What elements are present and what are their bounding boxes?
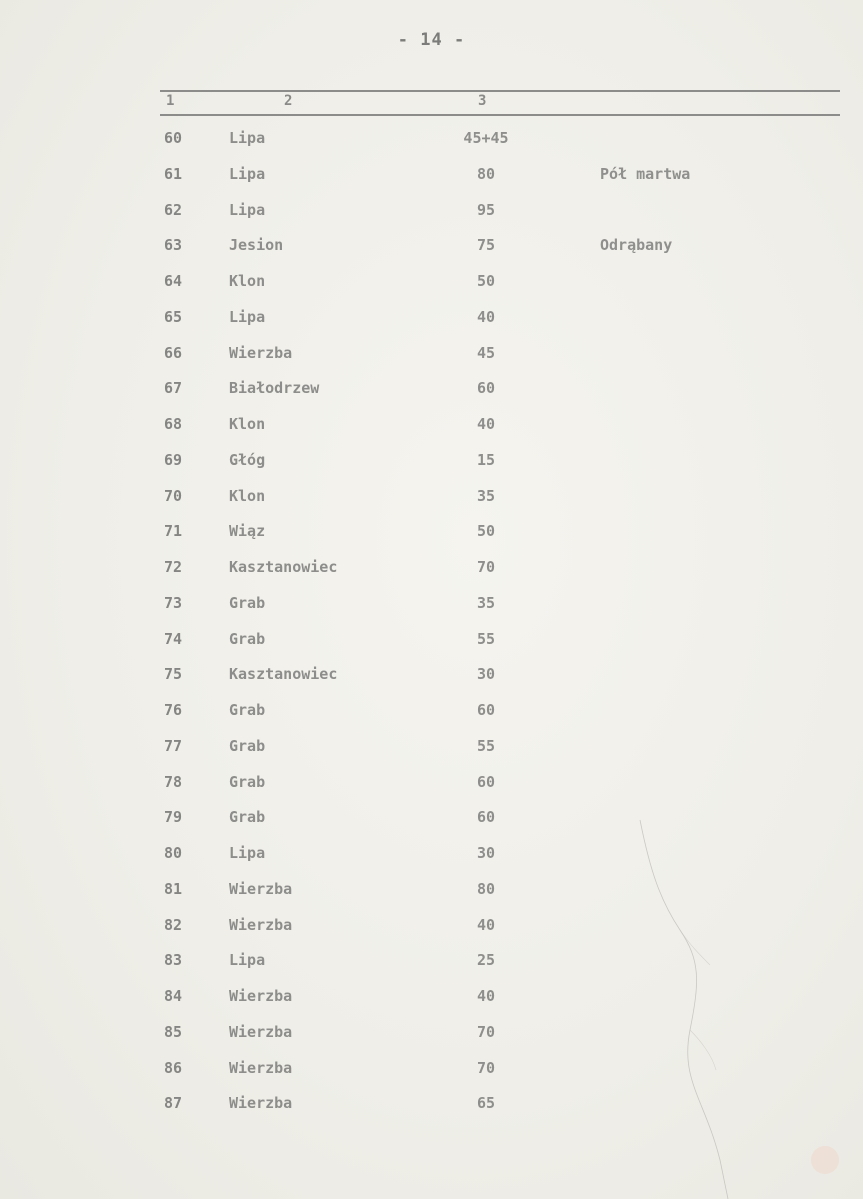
row-number: 71 <box>164 522 183 541</box>
row-number: 66 <box>164 343 183 362</box>
row-diameter: 30 <box>476 665 496 684</box>
table-row <box>0 375 863 411</box>
row-diameter: 40 <box>476 987 496 1005</box>
row-diameter: 15 <box>476 450 496 469</box>
row-species: Wierzba <box>229 1022 293 1041</box>
row-number: 70 <box>164 486 183 505</box>
table-row <box>0 840 863 876</box>
row-number: 87 <box>164 1094 183 1113</box>
row-number: 81 <box>164 879 183 898</box>
row-diameter: 80 <box>476 879 496 898</box>
row-species: Grab <box>229 808 266 827</box>
row-number: 67 <box>164 379 183 398</box>
row-diameter: 50 <box>476 522 496 541</box>
table-row <box>0 1055 863 1091</box>
row-number: 73 <box>164 593 183 612</box>
row-diameter: 80 <box>476 164 496 183</box>
page-number: - 14 - <box>397 30 466 50</box>
row-number: 75 <box>164 665 183 684</box>
table-row <box>0 876 863 912</box>
table-row <box>0 125 863 161</box>
row-diameter: 95 <box>476 200 496 219</box>
row-number: 80 <box>164 844 183 862</box>
row-number: 63 <box>164 236 183 255</box>
row-diameter: 30 <box>476 844 496 862</box>
row-number: 85 <box>164 1022 183 1041</box>
table-row <box>0 661 863 697</box>
table-row <box>0 912 863 948</box>
row-species: Grab <box>229 772 266 791</box>
row-number: 72 <box>164 558 183 576</box>
row-diameter: 50 <box>476 272 496 290</box>
row-number: 68 <box>164 415 183 433</box>
row-number: 69 <box>164 450 183 469</box>
table-row <box>0 411 863 447</box>
row-number: 64 <box>164 272 183 290</box>
row-diameter: 60 <box>476 772 496 791</box>
row-species: Wiąz <box>229 522 266 541</box>
table-row <box>0 1090 863 1126</box>
row-number: 74 <box>164 629 183 648</box>
row-number: 65 <box>164 307 183 326</box>
table-row <box>0 697 863 733</box>
row-diameter: 25 <box>476 951 496 970</box>
table-header <box>160 90 840 116</box>
row-species: Grab <box>229 701 266 719</box>
table-row <box>0 340 863 376</box>
row-species: Grab <box>229 736 266 755</box>
table-row <box>0 447 863 483</box>
row-species: Grab <box>229 629 266 648</box>
row-number: 84 <box>164 987 183 1005</box>
row-diameter: 35 <box>476 486 496 505</box>
row-species: Wierzba <box>229 1094 293 1113</box>
row-diameter: 70 <box>476 1058 496 1077</box>
row-species: Wierzba <box>229 915 293 934</box>
row-species: Białodrzew <box>229 379 320 398</box>
row-species: Klon <box>229 272 266 290</box>
row-number: 82 <box>164 915 183 934</box>
row-species: Lipa <box>229 129 266 147</box>
header-col-3: 3 <box>478 93 487 109</box>
row-number: 62 <box>164 200 183 219</box>
row-species: Lipa <box>229 844 266 862</box>
row-species: Kasztanowiec <box>229 665 338 684</box>
row-species: Lipa <box>229 164 266 183</box>
table-row <box>0 554 863 590</box>
table-row <box>0 590 863 626</box>
row-species: Wierzba <box>229 343 293 362</box>
table-row <box>0 983 863 1019</box>
row-diameter: 45+45 <box>463 129 509 147</box>
table-row <box>0 483 863 519</box>
row-species: Lipa <box>229 307 266 326</box>
row-number: 78 <box>164 772 183 791</box>
row-diameter: 35 <box>476 593 496 612</box>
row-diameter: 40 <box>476 415 496 433</box>
row-diameter: 70 <box>476 1022 496 1041</box>
table-row <box>0 304 863 340</box>
row-species: Jesion <box>229 236 284 255</box>
table-row <box>0 518 863 554</box>
row-species: Wierzba <box>229 879 293 898</box>
table-row <box>0 232 863 268</box>
table-row <box>0 197 863 233</box>
row-diameter: 65 <box>476 1094 496 1113</box>
row-number: 61 <box>164 164 183 183</box>
row-species: Grab <box>229 593 266 612</box>
table-row <box>0 161 863 197</box>
row-diameter: 60 <box>476 701 496 719</box>
row-species: Kasztanowiec <box>229 558 338 576</box>
row-number: 77 <box>164 736 183 755</box>
row-species: Głóg <box>229 450 266 469</box>
row-number: 76 <box>164 701 183 719</box>
row-number: 60 <box>164 129 183 147</box>
row-note: Odrąbany <box>600 236 673 255</box>
row-diameter: 40 <box>476 307 496 326</box>
table-row <box>0 804 863 840</box>
row-species: Wierzba <box>229 987 293 1005</box>
row-note: Pół martwa <box>600 164 691 183</box>
row-diameter: 45 <box>476 343 496 362</box>
row-diameter: 40 <box>476 915 496 934</box>
header-col-1: 1 <box>166 93 175 109</box>
table-row <box>0 769 863 805</box>
row-diameter: 55 <box>476 629 496 648</box>
tree-inventory-table <box>0 125 863 1126</box>
row-species: Klon <box>229 486 266 505</box>
table-row <box>0 268 863 304</box>
row-diameter: 55 <box>476 736 496 755</box>
row-number: 86 <box>164 1058 183 1077</box>
row-species: Lipa <box>229 951 266 970</box>
table-row <box>0 1019 863 1055</box>
row-species: Lipa <box>229 200 266 219</box>
row-diameter: 75 <box>476 236 496 255</box>
row-diameter: 60 <box>476 808 496 827</box>
row-diameter: 70 <box>476 558 496 576</box>
row-species: Klon <box>229 415 266 433</box>
table-row <box>0 733 863 769</box>
row-number: 83 <box>164 951 183 970</box>
row-diameter: 60 <box>476 379 496 398</box>
table-row <box>0 947 863 983</box>
header-col-2: 2 <box>284 93 293 109</box>
row-species: Wierzba <box>229 1058 293 1077</box>
table-row <box>0 626 863 662</box>
row-number: 79 <box>164 808 183 827</box>
